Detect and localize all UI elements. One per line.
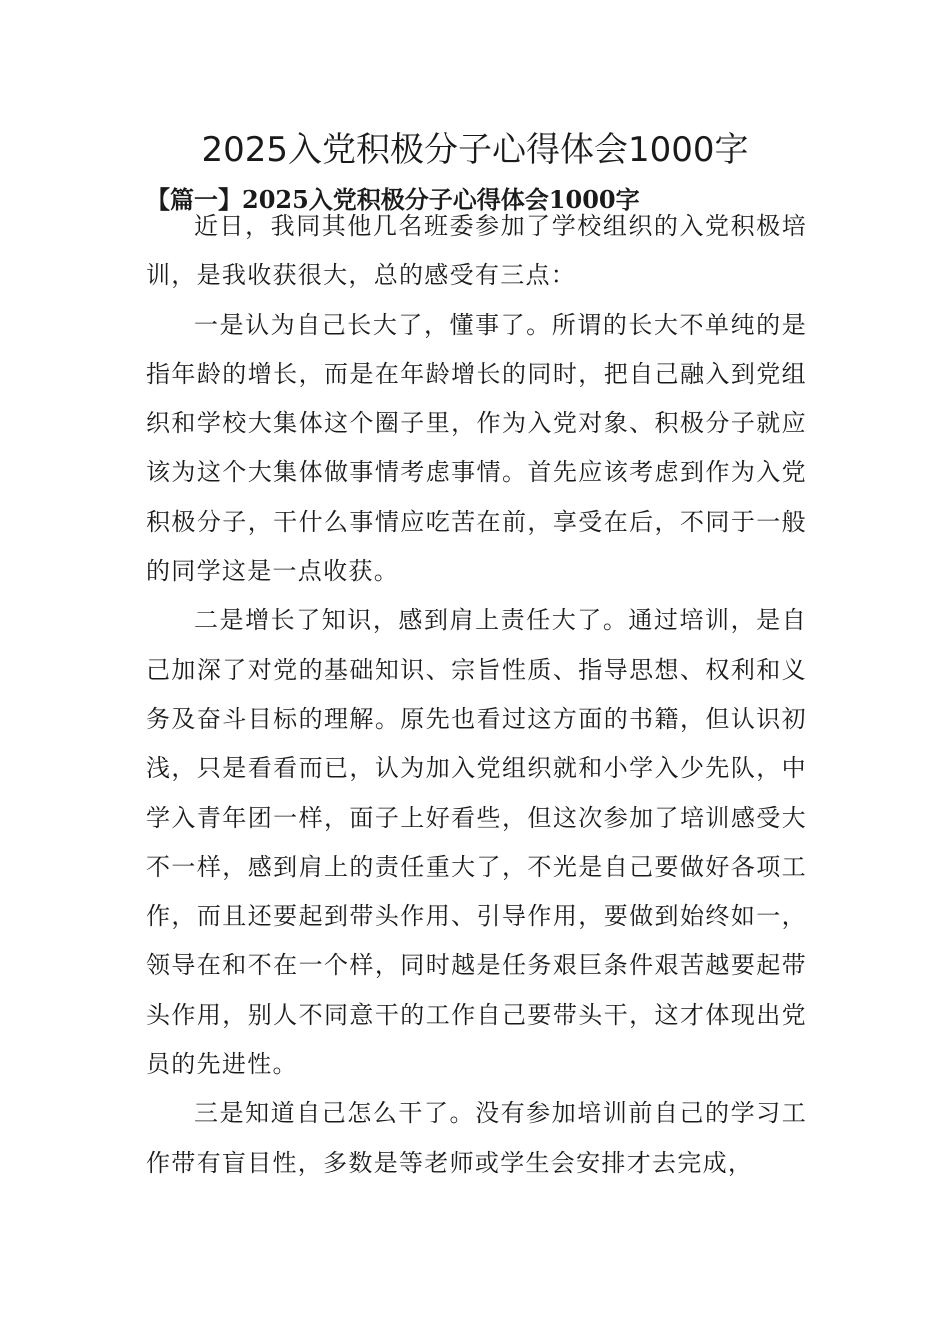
paragraph-point-two: 二是增长了知识，感到肩上责任大了。通过培训，是自己加深了对党的基础知识、宗旨性质、指导思想、权利和义务及奋斗目标的理解。原先也看过这方面的书籍，但认识初浅，只是看看而已，认为加入党组织就和小学入少先队，中学入青年团一样，面子上好看些，但这次参加了培训感受大不一样，感到肩上的责任重大了，不光是自己要做好各项工作，而且还要起到带头作用、引导作用，要做到始终如一，领导在和不在一个样，同时越是任务艰巨条件艰苦越要起带头作用，别人不同意干的工作自己要带头干，这才体现出党员的先进性。 [146,606,807,1079]
section-heading: 【篇一】2025入党积极分子心得体会1000字 [146,185,640,214]
paragraph-point-three: 三是知道自己怎么干了。没有参加培训前自己的学习工作带有盲目性，多数是等老师或学生会安排才去完成， [146,1099,807,1177]
paragraph-intro: 近日，我同其他几名班委参加了学校组织的入党积极培训，是我收获很大，总的感受有三点： [146,212,807,290]
document-body [146,202,807,1188]
document-title: 2025入党积极分子心得体会1000字 [201,130,749,170]
paragraph-point-one: 一是认为自己长大了，懂事了。所谓的长大不单纯的是指年龄的增长，而是在年龄增长的同时，把自己融入到党组织和学校大集体这个圈子里，作为入党对象、积极分子就应该为这个大集体做事情考虑事情。首先应该考虑到作为入党积极分子，干什么事情应吃苦在前，享受在后，不同于一般的同学这是一点收获。 [146,310,807,586]
